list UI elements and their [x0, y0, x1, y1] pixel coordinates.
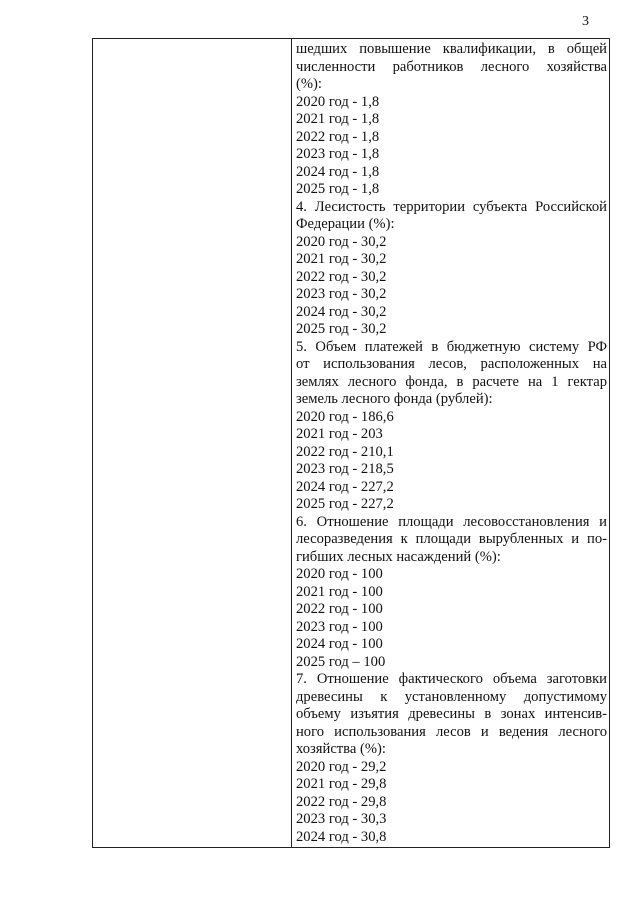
- text-line: 2020 год - 1,8: [296, 93, 380, 110]
- text-line: гибших лесных насаждений (%):: [296, 548, 501, 565]
- text-line: 2025 год - 227,2: [296, 496, 394, 512]
- text-line: 2022 год - 1,8: [296, 128, 380, 145]
- text-line: 2022 год - 30,2: [296, 268, 387, 285]
- text-line: 2024 год - 30,2: [296, 303, 387, 320]
- text-line: лесоразведения к площади вырубленных и по-: [296, 531, 607, 547]
- text-line: 2022 год - 210,1: [296, 443, 394, 460]
- text-line: земель лесного фонда (рублей):: [296, 391, 493, 407]
- table-left-cell: [93, 39, 291, 847]
- text-line: 2024 год - 227,2: [296, 478, 394, 495]
- text-line: древесины к установленному допустимому: [296, 688, 607, 705]
- text-line: 2020 год - 29,2: [296, 758, 387, 775]
- text-line: землях лесного фонда, в расчете на 1 гектар: [296, 373, 607, 390]
- text-line: объему изъятия древесины в зонах интенсив-: [296, 706, 607, 722]
- text-line: (%):: [296, 76, 322, 92]
- indicator-table: [92, 38, 610, 848]
- page-number: 3: [582, 14, 589, 29]
- text-line: численности работников лесного хозяйства: [296, 58, 607, 75]
- text-line: 6. Отношение площади лесовосстановления и: [296, 513, 607, 530]
- text-line: 2021 год - 100: [296, 583, 383, 600]
- text-line: 2023 год - 218,5: [296, 461, 394, 477]
- text-line: 2021 год - 29,8: [296, 776, 387, 792]
- text-line: от использования лесов, расположенных на: [296, 356, 607, 372]
- text-line: шедших повышение квалификации, в общей: [296, 41, 607, 57]
- text-line: 2022 год - 100: [296, 601, 383, 617]
- text-line: 2024 год - 100: [296, 636, 383, 652]
- text-line: 2024 год - 30,8: [296, 828, 387, 845]
- text-line: 2021 год - 1,8: [296, 111, 380, 127]
- text-line: ного использования лесов и ведения лесного: [296, 723, 607, 740]
- text-line: 5. Объем платежей в бюджетную систему РФ: [296, 338, 607, 355]
- text-line: 2025 год - 30,2: [296, 321, 387, 337]
- text-line: 2023 год - 100: [296, 618, 383, 635]
- text-line: 2020 год - 30,2: [296, 233, 387, 250]
- text-line: 2020 год - 186,6: [296, 408, 394, 425]
- table-column-divider: [291, 39, 292, 847]
- table-right-cell: [296, 39, 607, 846]
- text-line: 2022 год - 29,8: [296, 793, 387, 810]
- text-line: 2025 год - 1,8: [296, 181, 380, 197]
- text-line: 2025 год – 100: [296, 653, 386, 670]
- text-line: 2021 год - 30,2: [296, 251, 387, 267]
- text-line: 7. Отношение фактического объема заготовки: [296, 671, 607, 687]
- text-line: хозяйства (%):: [296, 741, 386, 757]
- text-line: 2023 год - 30,3: [296, 811, 387, 827]
- text-line: 2023 год - 30,2: [296, 286, 387, 302]
- text-line: Федерации (%):: [296, 216, 395, 232]
- text-line: 4. Лесистость территории субъекта Российской: [296, 198, 607, 215]
- text-line: 2021 год - 203: [296, 426, 383, 442]
- text-line: 2023 год - 1,8: [296, 146, 380, 162]
- text-line: 2020 год - 100: [296, 566, 383, 582]
- text-line: 2024 год - 1,8: [296, 163, 380, 180]
